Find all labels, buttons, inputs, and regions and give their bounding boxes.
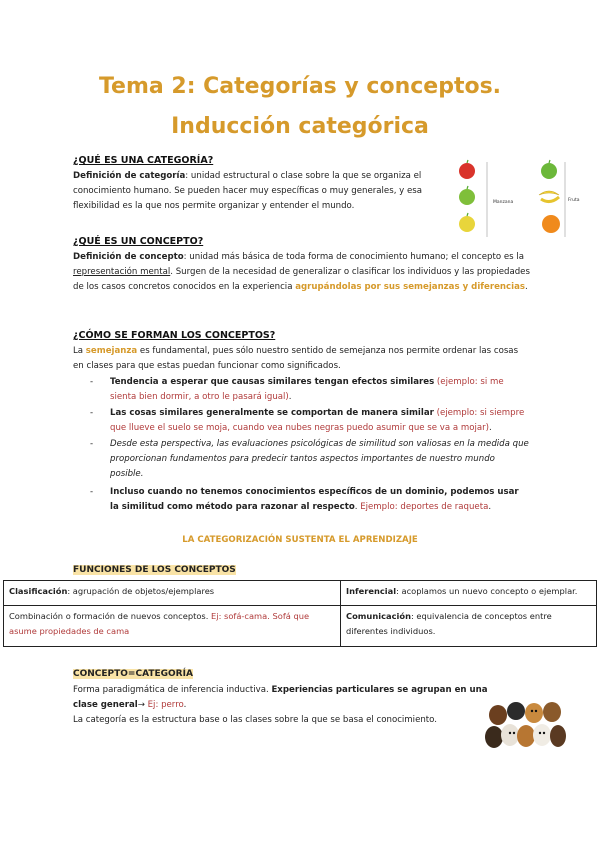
term-clasificacion: Clasificación xyxy=(9,586,68,596)
text-cc-1: Forma paradigmática de inferencia inductiva. xyxy=(73,685,272,695)
text-concepto-2: . Surgen de la necesidad de generalizar o clasificar los individuos y las propiedades de los casos concretos conocidos en la experiencia xyxy=(73,267,530,293)
text-cc-bold: Experiencias particulares se agrupan en una clase general xyxy=(73,685,488,711)
paragraph-semejanza xyxy=(73,344,528,374)
dogs-image xyxy=(484,695,566,749)
heading-concepto: ¿QUÉ ES UN CONCEPTO? xyxy=(73,236,204,247)
label-manzana: Manzana xyxy=(493,200,514,205)
text-cc-2: La categoría es la estructura base o las clases sobre la que se basa el conocimiento. xyxy=(73,715,438,726)
bullet-1-example: (ejemplo: si me sienta bien dormir, a otro le pasará igual) xyxy=(110,377,504,403)
heading-funciones xyxy=(73,565,236,575)
text-representacion: representación mental xyxy=(73,267,171,278)
text-sofa-cama: Ej: sofá-cama. Sofá que asume propiedades de cama xyxy=(9,611,310,636)
red-apple xyxy=(459,163,475,179)
page-title: Tema 2: Categorías y conceptos. xyxy=(98,74,502,99)
text-concepto-1: : unidad más básica de toda forma de conocimiento humano; el concepto es la xyxy=(183,252,524,262)
term-concepto: Definición de concepto xyxy=(73,252,184,262)
heading-funciones-text: FUNCIONES DE LOS CONCEPTOS xyxy=(73,565,236,575)
cell-comunicacion xyxy=(341,606,597,647)
text-cc-dot: . xyxy=(183,700,187,711)
bullet-4: - Incluso cuando no tenemos conocimientos específicos de un dominio, podemos usar la similitud como método para razonar al respecto. Ejemplo: deportes de raqueta. xyxy=(90,487,519,513)
bullet-4-end: . xyxy=(488,502,492,513)
bullet-3: - Desde esta perspectiva, las evaluaciones psicológicas de similitud son valiosas en la medida que proporcionan fundamentos para predecir tantos aspectos importantes de nuestro mundo posible. xyxy=(90,439,529,480)
text-cc-arrow: → xyxy=(137,700,148,711)
heading-como-se-forman: ¿CÓMO SE FORMAN LOS CONCEPTOS? xyxy=(73,330,276,341)
text-cc-perro: Ej: perro xyxy=(147,700,184,711)
text-combinacion: Combinación o formación de nuevos conceptos. xyxy=(9,611,212,621)
bullet-4-example: Ejemplo: deportes de raqueta xyxy=(360,502,489,513)
label-fruta: Fruta xyxy=(568,198,580,203)
bullet-3-italic: Desde esta perspectiva, las evaluaciones psicológicas de similitud son valiosas en la medida que proporcionan fundamentos para predecir tantos aspectos importantes de nuestro mundo posible. xyxy=(110,439,529,480)
bullet-4-bold: Incluso cuando no tenemos conocimientos específicos de un dominio, podemos usar la similitud como método para razonar al respecto xyxy=(110,487,519,513)
table-row xyxy=(4,581,597,606)
text-categoria: : unidad estructural o clase sobre la que se organiza el conocimiento humano. Se pueden hacer muy específicas o muy generales, y esa flexibilidad es la que nos permite organizar y entender el mundo. xyxy=(73,171,423,212)
cell-clasificacion xyxy=(4,581,341,606)
text-semejanza: semejanza xyxy=(85,346,138,356)
bullet-4-mid: . xyxy=(354,502,361,513)
cell-inferencial xyxy=(341,581,597,606)
green-apple xyxy=(459,189,475,205)
heading-cc-text: CONCEPTO=CATEGORÍA xyxy=(73,669,193,679)
banana xyxy=(539,191,559,195)
center-line: LA CATEGORIZACIÓN SUSTENTA EL APRENDIZAJE xyxy=(182,535,418,545)
text-agrupandolas: agrupándolas por sus semejanzas y diferencias xyxy=(295,282,525,293)
text-comunicacion: : equivalencia de conceptos entre diferentes individuos. xyxy=(346,611,552,636)
term-categoria: Definición de categoría xyxy=(73,171,186,181)
text-clasificacion: : agrupación de objetos/ejemplares xyxy=(67,586,215,596)
orange xyxy=(542,215,560,233)
heading-concepto-categoria xyxy=(73,669,193,679)
bullet-2-bold: Las cosas similares generalmente se comportan de manera similar xyxy=(110,408,434,418)
bullet-2: - Las cosas similares generalmente se comportan de manera similar (ejemplo: si siempre que llueve el suelo se moja, cuando vea nubes negras puedo asumir que se va a mojar). xyxy=(90,408,525,434)
cell-combinacion xyxy=(4,606,341,647)
heading-categoria: ¿QUÉ ES UNA CATEGORÍA? xyxy=(73,155,214,166)
bullet-2-example: (ejemplo: si siempre que llueve el suelo se moja, cuando vea nubes negras puedo asumir que se va a mojar) xyxy=(110,408,525,434)
paragraph-concepto xyxy=(73,250,535,296)
bullet-2-end: . xyxy=(489,423,492,434)
term-comunicacion: Comunicación xyxy=(346,611,411,621)
bullet-1: - Tendencia a esperar que causas similares tengan efectos similares (ejemplo: si me sienta bien dormir, a otro le pasará igual). xyxy=(90,377,504,403)
text-semejanza-rest: es fundamental, pues sólo nuestro sentido de semejanza nos permite ordenar las cosas en clases para que estas puedan funcionar como significados. xyxy=(73,346,519,372)
green-apple-fruit xyxy=(541,163,557,179)
table-row xyxy=(4,606,597,647)
text-la: La xyxy=(73,346,86,356)
fruit-categories-image xyxy=(455,157,585,239)
yellow-apple xyxy=(459,216,475,232)
funciones-table xyxy=(3,580,597,647)
page-subtitle: Inducción categórica xyxy=(171,114,429,139)
term-inferencial: Inferencial xyxy=(346,586,397,596)
paragraph-categoria xyxy=(73,169,438,215)
text-concepto-3: . xyxy=(525,282,528,293)
bullet-1-end: . xyxy=(288,392,292,403)
bullet-1-bold: Tendencia a esperar que causas similares tengan efectos similares xyxy=(110,377,435,387)
paragraph-cc xyxy=(73,683,513,729)
text-inferencial: : acoplamos un nuevo concepto o ejemplar. xyxy=(396,586,578,596)
